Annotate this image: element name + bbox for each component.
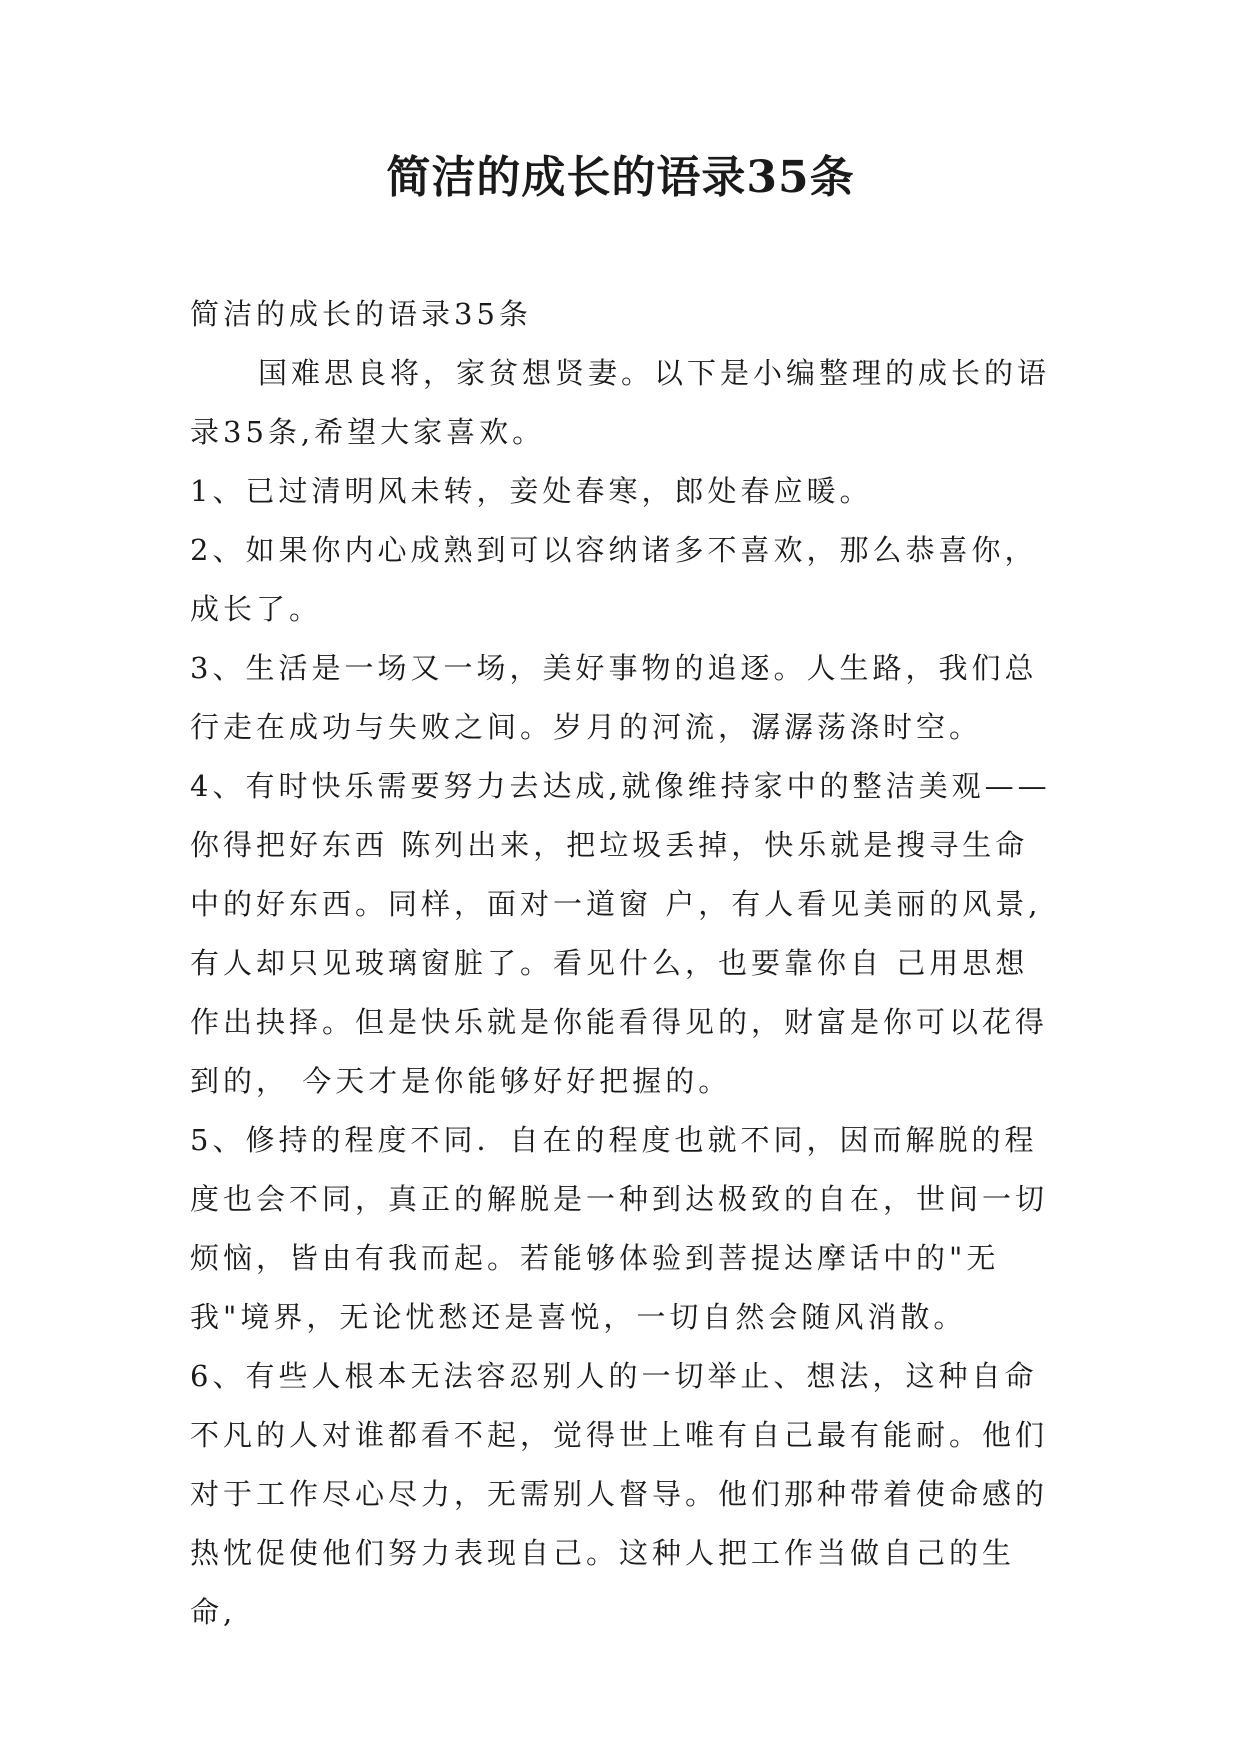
quote-item-5: 5、修持的程度不同．自在的程度也就不同，因而解脱的程度也会不同，真正的解脱是一种到达极致的自在，世间一切烦恼，皆由有我而起。若能够体验到菩提达摩话中的"无我"境界，无论忧愁还是喜悦，一切自然会随风消散。 xyxy=(190,1123,1049,1334)
document-subtitle: 简洁的成长的语录35条 xyxy=(190,297,532,331)
quote-item-1: 1、已过清明风未转，妾处春寒，郎处春应暖。 xyxy=(190,474,873,508)
document-title: 简洁的成长的语录35条 xyxy=(386,152,855,203)
intro-paragraph: 国难思良将，家贫想贤妻。以下是小编整理的成长的语录35条,希望大家喜欢。 xyxy=(190,356,1051,449)
quote-item-4: 4、有时快乐需要努力去达成,就像维持家中的整洁美观——你得把好东西 陈列出来，把垃圾丢掉，快乐就是搜寻生命中的好东西。同样，面对一道窗 户，有人看见美丽的风景,有人却只见玻璃窗脏了。看见什么，也要靠你自 己用思想作出抉择。但是快乐就是你能看得见的，财富是你可以花得到的， 今天才是你能够好好把握的。 xyxy=(190,769,1051,1098)
quote-item-2: 2、如果你内心成熟到可以容纳诸多不喜欢，那么恭喜你，成长了。 xyxy=(190,533,1038,626)
quote-item-3: 3、生活是一场又一场，美好事物的追逐。人生路，我们总行走在成功与失败之间。岁月的河流，潺潺荡涤时空。 xyxy=(190,651,1038,744)
quote-item-6: 6、有些人根本无法容忍别人的一切举止、想法，这种自命不凡的人对谁都看不起，觉得世上唯有自己最有能耐。他们对于工作尽心尽力，无需别人督导。他们那种带着使命感的热忱促使他们努力表现自己。这种人把工作当做自己的生命, xyxy=(190,1359,1049,1629)
document-body xyxy=(190,285,1060,1642)
